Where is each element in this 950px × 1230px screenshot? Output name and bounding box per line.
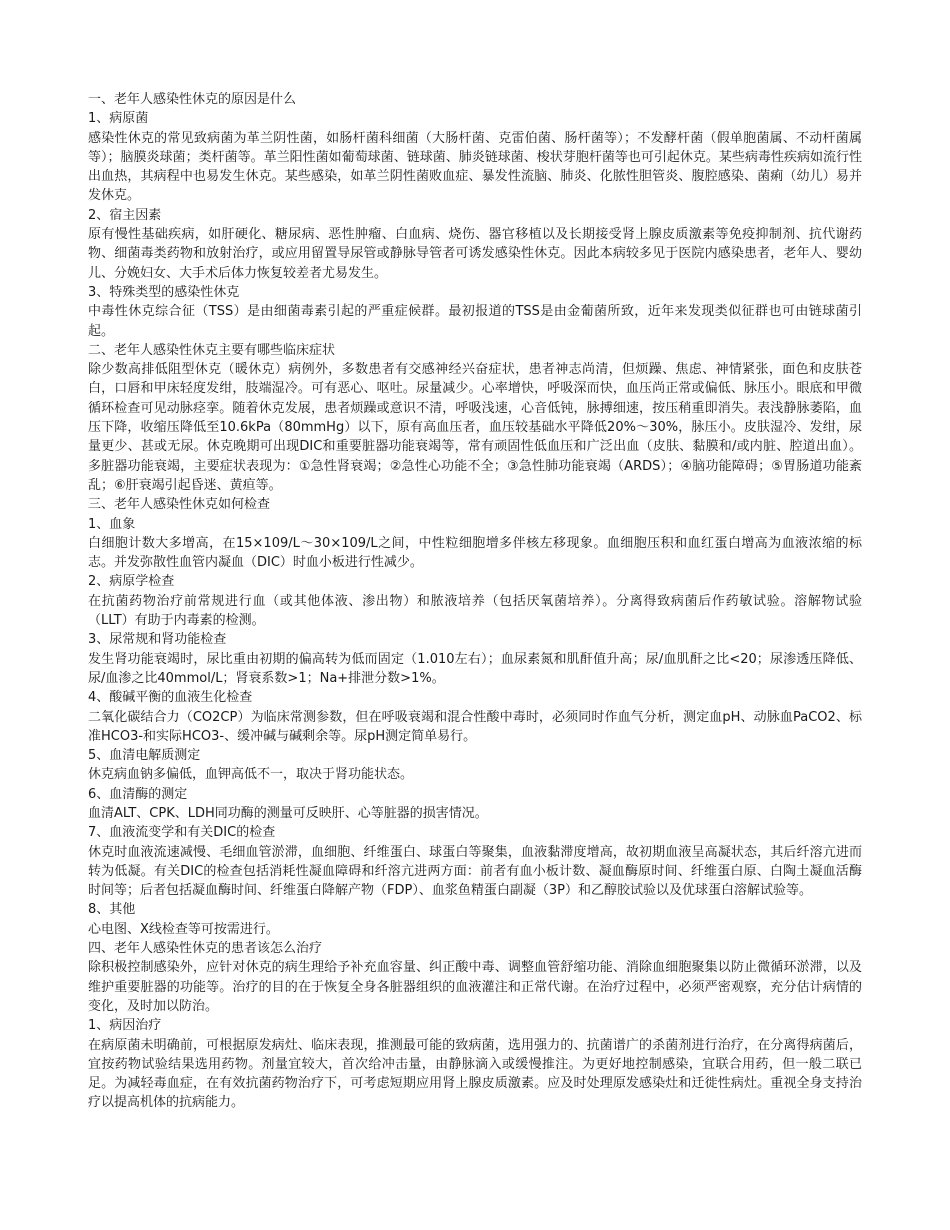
subheading-blood-count: 1、血象 (88, 516, 136, 532)
paragraph-etiologic-treatment: 在病原菌未明确前，可根据原发病灶、临床表现，推测最可能的致病菌，选用强力的、抗菌谱广的杀菌剂进行治疗，在分离得病菌后，宜按药物试验结果选用药物。剂量宜较大，首次给冲击量，由静脉滴入或缓慢推注。为更好地控制感染，宜联合用药，但一般二联已足。为减轻毒血症，在有效抗菌药物治疗下，可考虑短期应用肾上腺皮质激素。应及时处理原发感染灶和迁徙性病灶。重视全身支持治疗以提高机体的抗病能力。 (88, 1037, 862, 1111)
paragraph-treatment: 除积极控制感染外，应针对休克的病生理给予补充血容量、纠正酸中毒、调整血管舒缩功能、消除血细胞聚集以防止微循环淤滞，以及维护重要脏器的功能等。治疗的目的在于恢复全身各脏器组织的血液灌注和正常代谢。在治疗过程中，必须严密观察，充分估计病情的变化，及时加以防治。 (88, 960, 862, 1014)
paragraph-urine-renal: 发生肾功能衰竭时，尿比重由初期的偏高转为低而固定（1.010左右）；血尿素氮和肌酐值升高；尿/血肌酐之比<20；尿渗透压降低、尿/血渗之比40mmol/L；肾衰系数>1；Na+排泄分数>1%。 (88, 651, 862, 686)
paragraph-symptoms: 除少数高排低阻型休克（暖休克）病例外，多数患者有交感神经兴奋症状，患者神志尚清，但烦躁、焦虑、神情紧张，面色和皮肤苍白，口唇和甲床轻度发绀，肢端湿冷。可有恶心、呕吐。尿量减少。心率增快，呼吸深而快，血压尚正常或偏低、脉压小。眼底和甲微循环检查可见动脉痉挛。随着休克发展，患者烦躁或意识不清，呼吸浅速，心音低钝，脉搏细速，按压稍重即消失。表浅静脉萎陷，血压下降，收缩压降低至10.6kPa（80mmHg）以下，原有高血压者，血压较基础水平降低20%～30%，脉压小。皮肤湿冷、发绀，尿量更少、甚或无尿。休克晚期可出现DIC和重要脏器功能衰竭等，常有顽固性低血压和广泛出血（皮肤、黏膜和/或内脏、腔道出血）。多脏器功能衰竭，主要症状表现为：①急性肾衰竭；②急性心功能不全；③急性肺功能衰竭（ARDS）；④脑功能障碍；⑤胃肠道功能紊乱；⑥肝衰竭引起昏迷、黄疸等。 (88, 362, 862, 493)
section-heading-examination: 三、老年人感染性休克如何检查 (88, 497, 271, 513)
paragraph-special-types: 中毒性休克综合征（TSS）是由细菌毒素引起的严重症候群。最初报道的TSS是由金葡菌所致，近年来发现类似征群也可由链球菌引起。 (88, 304, 862, 339)
paragraph-hemorheology-dic: 休克时血液流速减慢、毛细血管淤滞，血细胞、纤维蛋白、球蛋白等聚集，血液黏滞度增高，故初期血液呈高凝状态，其后纤溶亢进而转为低凝。有关DIC的检查包括消耗性凝血障碍和纤溶亢进两方面：前者有血小板计数、凝血酶原时间、纤维蛋白原、白陶土凝血活酶时间等；后者包括凝血酶时间、纤维蛋白降解产物（FDP）、血浆鱼精蛋白副凝（3P）和乙醇胶试验以及优球蛋白溶解试验等。 (88, 844, 862, 899)
paragraph-etiology: 在抗菌药物治疗前常规进行血（或其他体液、渗出物）和脓液培养（包括厌氧菌培养）。分离得致病菌后作药敏试验。溶解物试验（LLT）有助于内毒素的检测。 (88, 593, 862, 629)
paragraph-serum-enzymes: 血清ALT、CPK、LDH同功酶的测量可反映肝、心等脏器的损害情况。 (88, 805, 488, 821)
subheading-other: 8、其他 (88, 902, 136, 918)
subheading-host-factors: 2、宿主因素 (88, 207, 162, 223)
section-heading-treatment: 四、老年人感染性休克的患者该怎么治疗 (88, 941, 323, 957)
section-heading-causes: 一、老年人感染性休克的原因是什么 (88, 92, 297, 107)
subheading-urine-renal: 3、尿常规和肾功能检查 (88, 632, 227, 648)
document-page (88, 90, 862, 1113)
subheading-electrolytes: 5、血清电解质测定 (88, 748, 201, 764)
subheading-etiologic-treatment: 1、病因治疗 (88, 1018, 162, 1034)
subheading-pathogen: 1、病原菌 (88, 111, 149, 127)
subheading-hemorheology-dic: 7、血液流变学和有关DIC的检查 (88, 825, 276, 841)
subheading-etiology: 2、病原学检查 (88, 574, 175, 590)
paragraph-acid-base: 二氧化碳结合力（CO2CP）为临床常测参数，但在呼吸衰竭和混合性酸中毒时，必须同时作血气分析，测定血pH、动脉血PaCO2、标准HCO3-和实际HCO3-、缓冲碱与碱剩余等。尿pH测定简单易行。 (88, 709, 862, 744)
paragraph-pathogen: 感染性休克的常见致病菌为革兰阴性菌，如肠杆菌科细菌（大肠杆菌、克雷伯菌、肠杆菌等）；不发酵杆菌（假单胞菌属、不动杆菌属等）；脑膜炎球菌；类杆菌等。革兰阳性菌如葡萄球菌、链球菌、肺炎链球菌、梭状芽胞杆菌等也可引起休克。某些病毒性疾病如流行性出血热，其病程中也易发生休克。某些感染，如革兰阴性菌败血症、暴发性流脑、肺炎、化脓性胆管炎、腹腔感染、菌痢（幼儿）易并发休克。 (88, 130, 862, 204)
paragraph-electrolytes: 休克病血钠多偏低，血钾高低不一，取决于肾功能状态。 (88, 767, 414, 783)
subheading-acid-base: 4、酸碱平衡的血液生化检查 (88, 690, 253, 706)
subheading-special-types: 3、特殊类型的感染性休克 (88, 284, 240, 300)
paragraph-host-factors: 原有慢性基础疾病，如肝硬化、糖尿病、恶性肿瘤、白血病、烧伤、器官移植以及长期接受肾上腺皮质激素等免疫抑制剂、抗代谢药物、细菌毒类药物和放射治疗，或应用留置导尿管或静脉导管者可诱发感染性休克。因此本病较多见于医院内感染患者，老年人、婴幼儿、分娩妇女、大手术后体力恢复较差者尤易发生。 (88, 227, 862, 281)
section-heading-symptoms: 二、老年人感染性休克主要有哪些临床症状 (88, 342, 336, 358)
subheading-serum-enzymes: 6、血清酶的测定 (88, 786, 188, 802)
paragraph-other: 心电图、X线检查等可按需进行。 (88, 921, 279, 937)
paragraph-blood-count: 白细胞计数大多增高，在15×109/L～30×109/L之间，中性粒细胞增多伴核左移现象。血细胞压积和血红蛋白增高为血液浓缩的标志。并发弥散性血管内凝血（DIC）时血小板进行性减少。 (88, 535, 862, 571)
